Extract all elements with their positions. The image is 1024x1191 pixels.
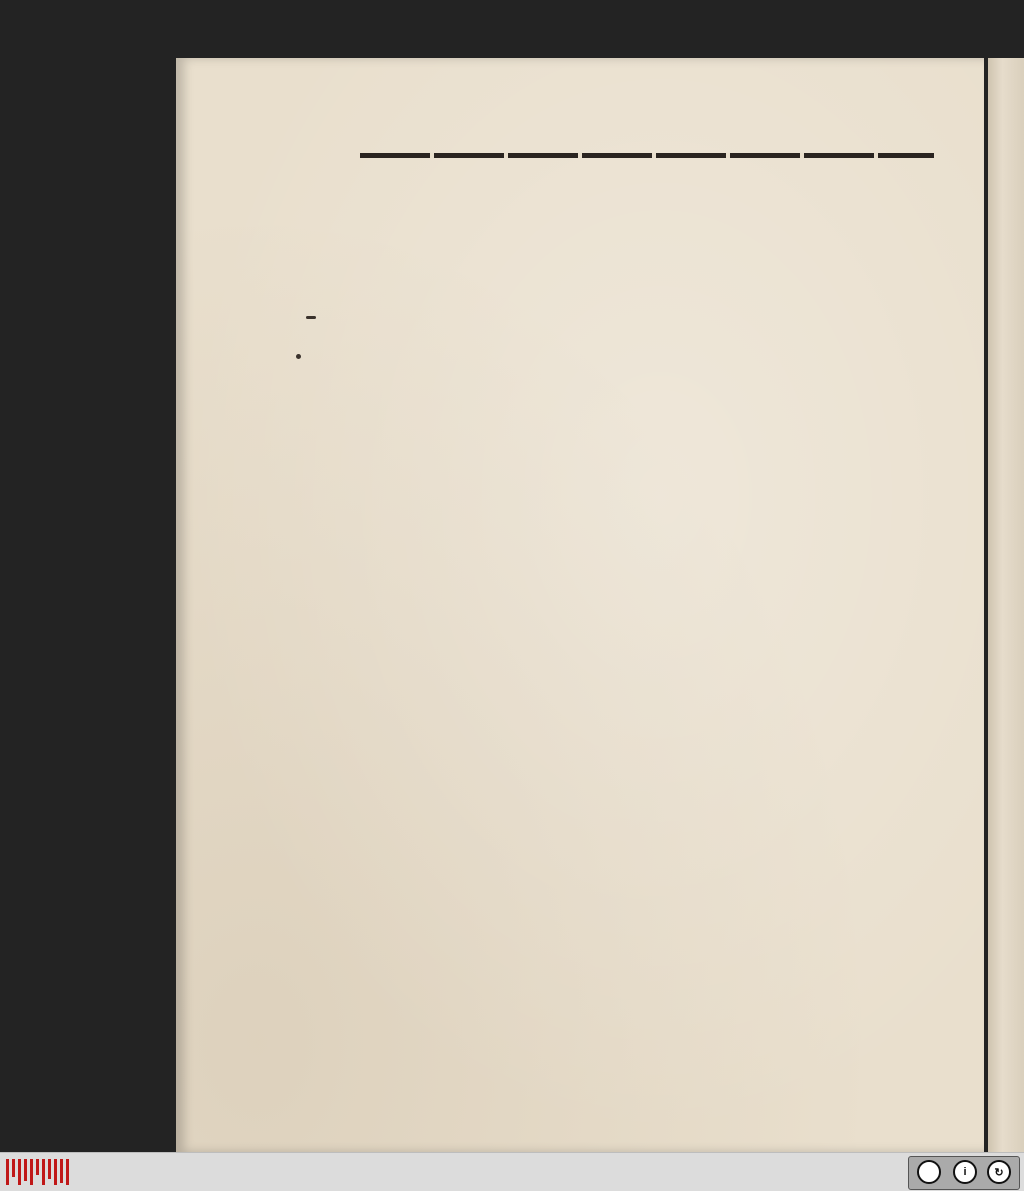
header-rule <box>360 153 934 158</box>
page-body <box>364 161 934 169</box>
book-page <box>176 58 984 1152</box>
ink-speck <box>296 354 301 359</box>
cc-icon <box>917 1160 941 1184</box>
sa-icon: ↻ <box>987 1160 1011 1184</box>
viewer-footer <box>0 1152 1024 1191</box>
barcode-icon <box>6 1159 69 1185</box>
cc-license-badge[interactable] <box>908 1156 1020 1190</box>
ink-speck <box>306 316 316 319</box>
next-page-edge <box>988 58 1024 1152</box>
by-icon: i <box>953 1160 977 1184</box>
